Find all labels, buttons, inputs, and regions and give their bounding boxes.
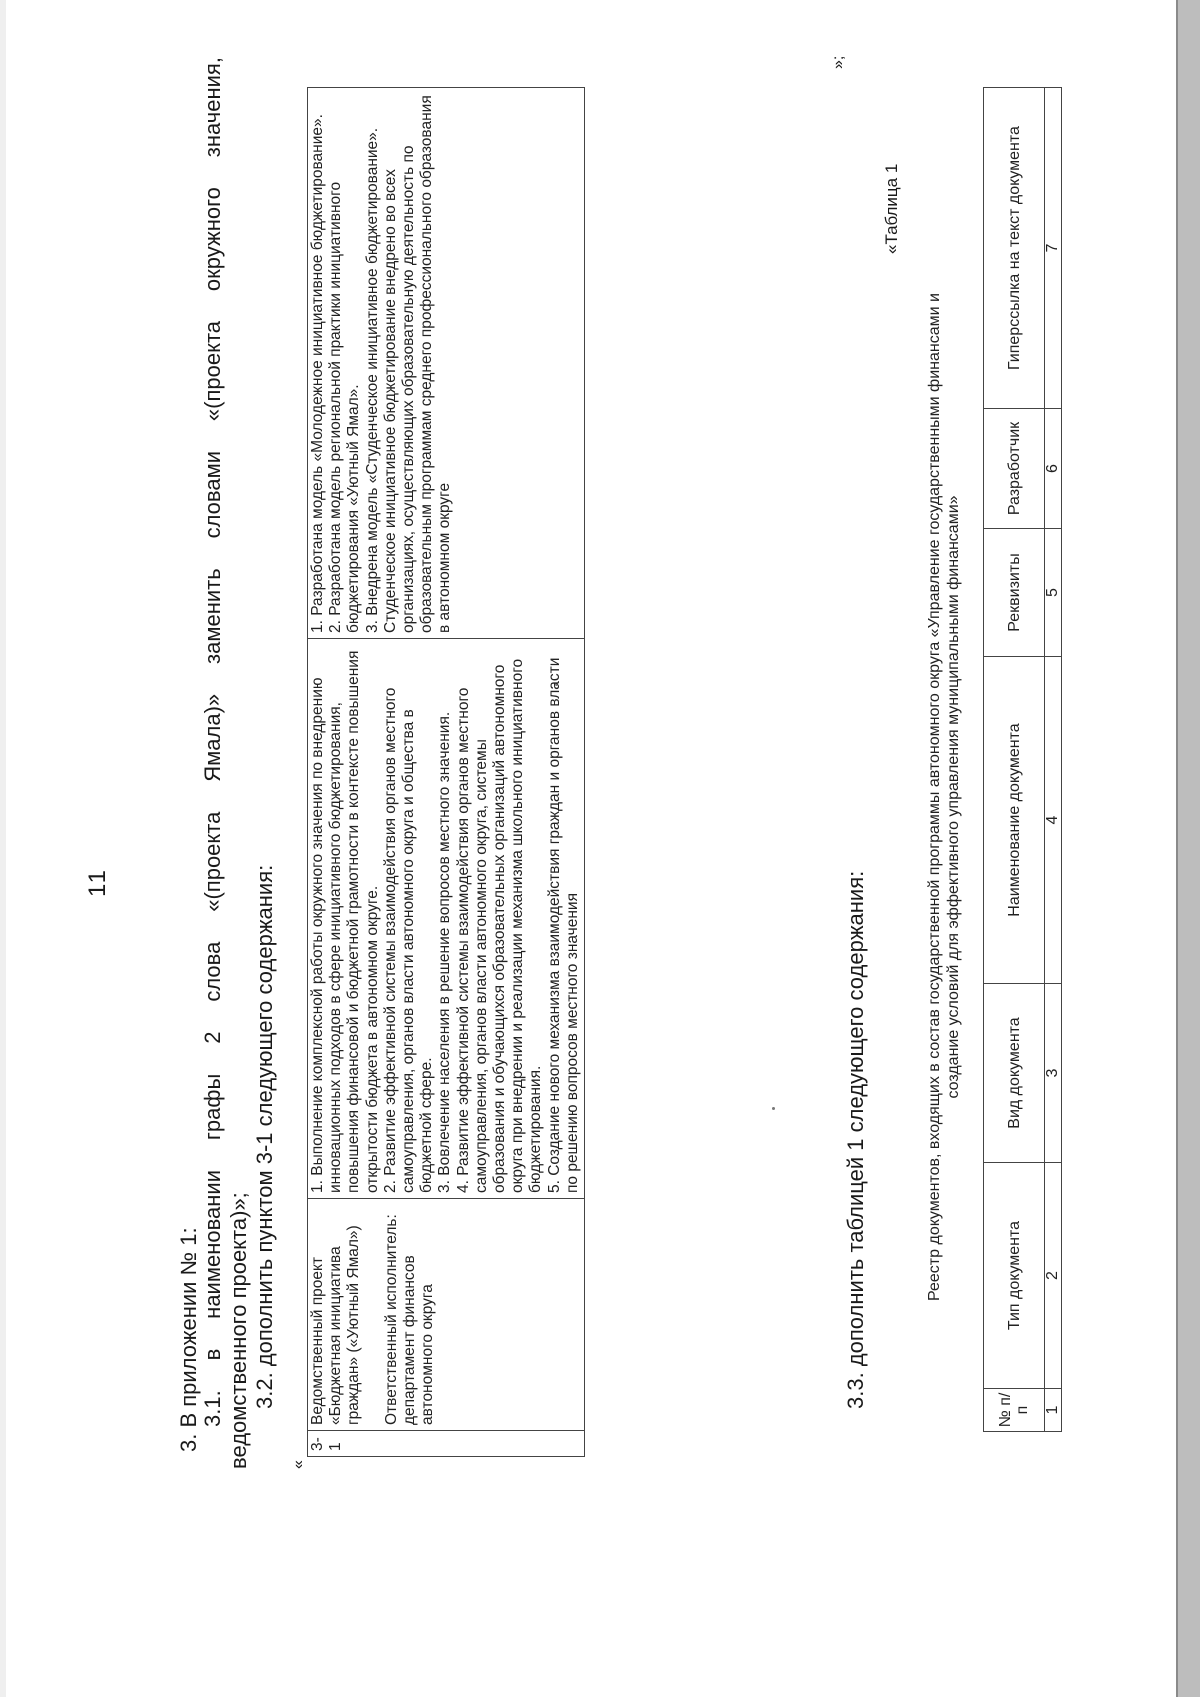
column-number: 5 [1045,529,1062,657]
table-header-row [984,88,1045,1432]
result-item: 3. Внедрена модель «Студенческое инициативное бюджетирование». Студенческое инициативное бюджетирование внедрено во всех организациях, осуществляющих образовательную деятельность по образовательным программам среднего профессионального образования в автономном округе [363,95,454,633]
column-number: 6 [1045,409,1062,529]
closing-quote: »; [830,55,847,69]
item-3-1-word: наименовании [200,1170,225,1319]
task-item: 3. Вовлечение населения в решение вопросов местного значения. [436,711,454,1193]
item-3-1-first-line [200,57,226,1427]
item-3-1-continuation: ведомственного проекта)»; [226,1192,251,1469]
row-number-cell: 3-1 [308,1431,585,1457]
registry-title-line: создание условий для эффективного управления муниципальными финансами» [945,495,962,1099]
column-header: Вид документа [984,984,1045,1163]
item-3-1-word: слова [200,941,225,1002]
item-3-3: 3.3. дополнить таблицей 1 следующего содержания: [843,870,868,1409]
result-item: 2. Разработана модель региональной практики инициативного бюджетирования «Уютный Ямал». [327,181,363,633]
column-header: Гиперссылка на текст документа [984,88,1045,409]
column-header: Реквизиты [984,529,1045,657]
column-header: № п/п [984,1389,1045,1432]
item-3-2: 3.2. дополнить пунктом 3-1 следующего содержания: [252,864,277,1409]
opening-quote: « [290,1460,307,1469]
table-3-1 [307,87,585,1457]
project-name: Ведомственный проект «Бюджетная инициатива граждан» («Уютный Ямал») [309,1225,363,1425]
task-item: 4. Развитие эффективной системы взаимодействия органов местного самоуправления, органов власти автономного округа, системы образования и обучающихся образовательных организаций автономного округа при внедрении и реализации механизма школьного инициативного бюджетирования. [454,658,545,1193]
registry-title [925,97,963,1497]
project-cell [308,1199,585,1431]
table-1-registry [983,87,1062,1432]
column-number: 3 [1045,984,1062,1163]
column-number: 1 [1045,1389,1062,1432]
item-3-1-word: Ямала)» [200,693,225,782]
table-row [308,88,585,1457]
item-3-1-word: «(проекта [200,320,225,422]
item-3-1-word: словами [200,450,225,539]
item-3-1-word: значения, [200,57,225,158]
column-header: Тип документа [984,1163,1045,1389]
task-item: 5. Создание нового механизма взаимодействия граждан и органов власти по решению вопросов местного значения [545,657,581,1193]
responsible-executor: Ответственный исполнитель: департамент финансов автономного округа [382,1214,437,1425]
item-3-1-word: окружного [200,187,225,292]
column-number: 2 [1045,1163,1062,1389]
column-header: Наименование документа [984,657,1045,984]
item-3-1-word: заменить [200,568,225,664]
appendix-heading: 3. В приложении № 1: [176,1227,201,1452]
registry-title-line: Реестр документов, входящих в состав государственной программы автономного округа «Управление государственными финансами и [926,293,943,1301]
item-3-1-word: в [200,1348,225,1361]
task-item: 2. Развитие эффективной системы взаимодействия органов местного самоуправления, органов власти автономного округа и общества в бюджетной сфере. [381,687,436,1193]
results-cell [308,88,585,639]
item-3-1-word: «(проекта [200,811,225,912]
column-header: Разработчик [984,409,1045,529]
page-number: 11 [84,868,111,897]
task-item: 1. Выполнение комплексной работы окружного значения по внедрению инновационных подходов в сфере инициативного бюджетирования, повышения финансовой и бюджетной грамотности в контексте повышения открытости бюджета в автономном округе. [309,650,381,1193]
result-item: 1. Разработана модель «Молодежное инициативное бюджетирование». [309,114,326,633]
item-3-1-word: графы [200,1073,225,1141]
item-3-1-word: 2 [200,1031,225,1044]
table-number-row [1045,88,1062,1432]
item-3-1-word: 3.1. [200,1390,225,1427]
table-1-label: «Таблица 1 [882,163,901,254]
column-number: 7 [1045,88,1062,409]
tasks-cell [308,639,585,1199]
column-number: 4 [1045,657,1062,984]
